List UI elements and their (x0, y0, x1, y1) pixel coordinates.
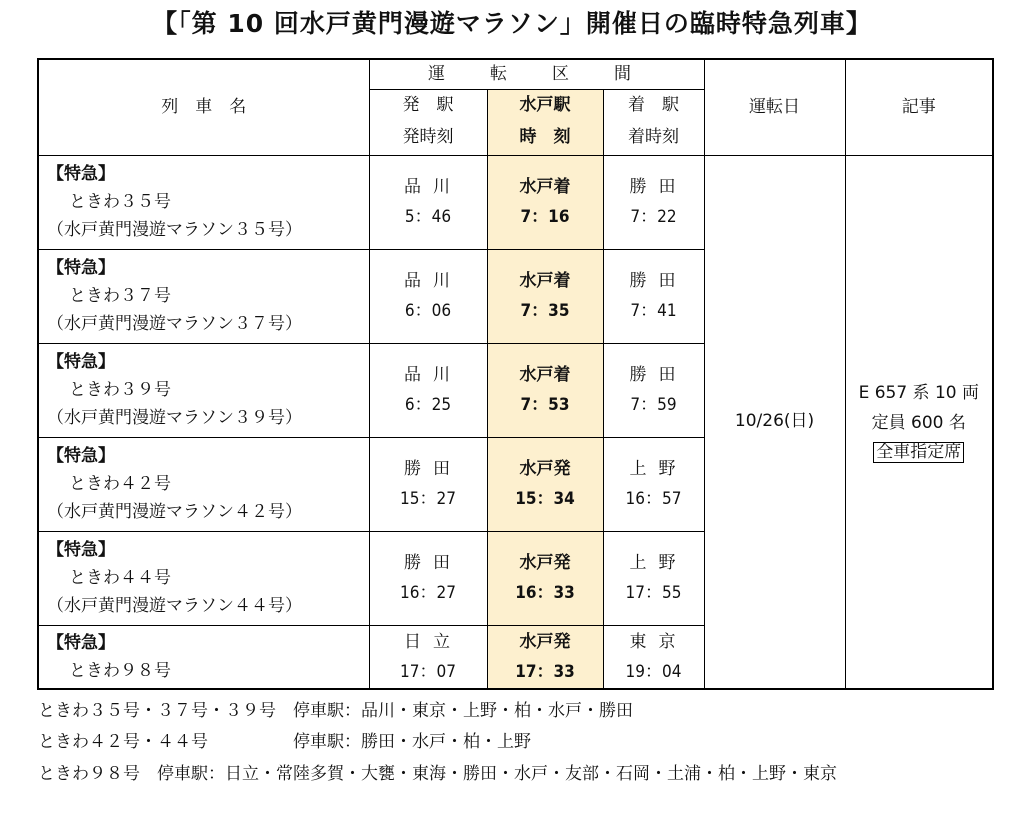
arr-cell (603, 249, 704, 343)
table-row (38, 155, 993, 249)
mito-cell (487, 625, 603, 689)
train-type: 【特急】 (47, 257, 115, 278)
arr-station: 東京 (629, 631, 688, 652)
train-name-cell (38, 531, 369, 625)
remarks-line-3: 全車指定席 (873, 442, 964, 464)
train-name: ときわ９８号 (69, 660, 171, 681)
dep-time: 6：06 (404, 301, 452, 321)
dep-cell (369, 625, 487, 689)
train-name-cell (38, 155, 369, 249)
train-type: 【特急】 (47, 351, 115, 372)
run-date: 10/26(日) (704, 155, 845, 689)
train-alias: （水戸黄門漫遊マラソン３７号） (47, 314, 302, 335)
dep-cell (369, 155, 487, 249)
dep-cell (369, 437, 487, 531)
header-arr-station: 着 駅 (603, 89, 704, 121)
train-name: ときわ４２号 (69, 473, 171, 494)
header-dep-station: 発 駅 (369, 89, 487, 121)
dep-station: 品川 (404, 365, 462, 385)
arr-station: 勝田 (629, 271, 688, 291)
dep-station: 品川 (404, 177, 462, 197)
dep-station: 日立 (404, 631, 462, 652)
header-dep-time: 発時刻 (369, 121, 487, 155)
train-name: ときわ４４号 (69, 567, 171, 588)
train-alias: （水戸黄門漫遊マラソン４４号） (47, 596, 302, 617)
train-name: ときわ３７号 (69, 285, 171, 306)
arr-cell (603, 437, 704, 531)
header-arr-time: 着時刻 (603, 121, 704, 155)
dep-time: 5：46 (404, 207, 452, 227)
arr-time: 17：55 (625, 583, 682, 603)
train-name-cell (38, 249, 369, 343)
train-name: ときわ３９号 (69, 379, 171, 400)
header-notes: 記事 (845, 59, 993, 155)
mito-cell (487, 343, 603, 437)
header-run-date: 運転日 (704, 59, 845, 155)
footnote-line: ときわ９８号 停車駅：日立・常陸多賀・大甕・東海・勝田・水戸・友部・石岡・土浦・柏・上野・東京 (38, 764, 837, 784)
arr-cell (603, 155, 704, 249)
mito-time: 17：33 (515, 661, 575, 682)
train-name: ときわ３５号 (69, 191, 171, 212)
header-mito-station: 水戸駅 (487, 89, 603, 121)
header-section: 運 転 区 間 (369, 59, 704, 89)
arr-time: 16：57 (625, 489, 682, 509)
train-name-cell (38, 343, 369, 437)
arr-time: 19：04 (625, 661, 682, 682)
arr-time: 7：59 (630, 395, 677, 415)
dep-time: 17：07 (400, 661, 456, 682)
footnote-line: ときわ４２号・４４号 停車駅：勝田・水戸・柏・上野 (38, 732, 531, 752)
arr-station: 勝田 (629, 177, 688, 197)
page-title: 【「第 10 回水戸黄門漫遊マラソン」開催日の臨時特急列車】 (152, 9, 872, 38)
remarks-cell (845, 155, 993, 689)
arr-cell (603, 531, 704, 625)
mito-label: 水戸着 (519, 365, 571, 385)
remarks-line-1: E 657 系 10 両 (858, 382, 979, 403)
mito-label: 水戸発 (519, 631, 571, 652)
arr-cell (603, 625, 704, 689)
arr-time: 7：41 (630, 301, 677, 321)
train-alias: （水戸黄門漫遊マラソン３５号） (47, 220, 302, 241)
train-alias: （水戸黄門漫遊マラソン４２号） (47, 502, 302, 523)
train-type: 【特急】 (47, 539, 115, 560)
remarks-line-2: 定員 600 名 (871, 412, 966, 433)
arr-cell (603, 343, 704, 437)
train-type: 【特急】 (47, 445, 115, 466)
timetable (37, 58, 994, 690)
train-type: 【特急】 (47, 632, 115, 653)
mito-label: 水戸着 (519, 271, 571, 291)
mito-cell (487, 249, 603, 343)
dep-cell (369, 249, 487, 343)
dep-time: 15：27 (400, 489, 456, 509)
mito-time: 7：53 (520, 395, 570, 415)
train-alias: （水戸黄門漫遊マラソン３９号） (47, 408, 302, 429)
header-mito-time: 時 刻 (487, 121, 603, 155)
train-name-cell (38, 625, 369, 689)
mito-time: 16：33 (515, 583, 575, 603)
mito-time: 7：35 (520, 301, 570, 321)
dep-time: 16：27 (400, 583, 456, 603)
mito-cell (487, 155, 603, 249)
mito-time: 15：34 (515, 489, 575, 509)
arr-station: 上野 (629, 459, 688, 479)
mito-time: 7：16 (520, 207, 570, 227)
mito-cell (487, 437, 603, 531)
mito-label: 水戸着 (519, 177, 571, 197)
mito-label: 水戸発 (519, 553, 571, 573)
dep-time: 6：25 (404, 395, 452, 415)
dep-cell (369, 531, 487, 625)
arr-station: 勝田 (629, 365, 688, 385)
footnote-line: ときわ３５号・３７号・３９号 停車駅：品川・東京・上野・柏・水戸・勝田 (38, 701, 633, 721)
train-name-cell (38, 437, 369, 531)
dep-cell (369, 343, 487, 437)
dep-station: 勝田 (404, 553, 462, 573)
arr-time: 7：22 (630, 207, 677, 227)
header-train-name: 列 車 名 (38, 59, 369, 155)
arr-station: 上野 (629, 553, 688, 573)
mito-label: 水戸発 (519, 459, 571, 479)
mito-cell (487, 531, 603, 625)
dep-station: 勝田 (404, 459, 462, 479)
dep-station: 品川 (404, 271, 462, 291)
train-type: 【特急】 (47, 163, 115, 184)
